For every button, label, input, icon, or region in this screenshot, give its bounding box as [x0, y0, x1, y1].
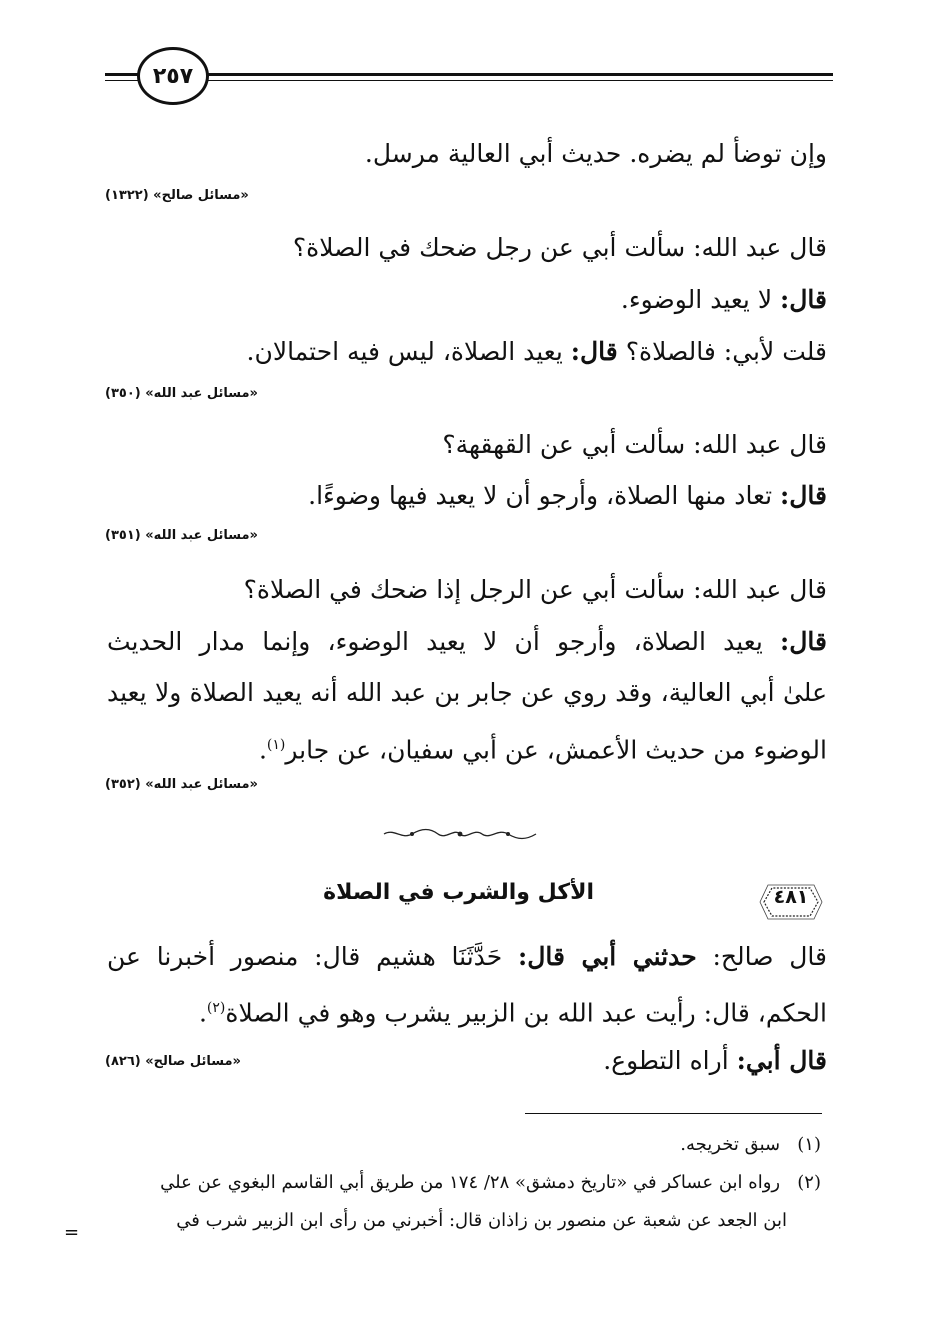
text-span: .: [198, 998, 207, 1028]
header-rule-top: [105, 73, 833, 76]
text-line: [107, 940, 827, 974]
text-line: قال عبد الله: سألت أبي عن الرجل إذا ضحك في الصلاة؟: [243, 575, 827, 604]
chapter-number: ٤٨١: [773, 886, 809, 908]
text-span: .: [258, 735, 267, 765]
text-span: قلت لأبي: فالصلاة؟: [617, 337, 827, 366]
text-span: الحكم، قال: رأيت عبد الله بن الزبير يشرب وهو في الصلاة: [225, 998, 827, 1028]
text-line: [603, 1044, 827, 1078]
speaker-label: قال أبي:: [736, 1046, 827, 1075]
continuation-mark: =: [64, 1222, 80, 1243]
footnote-rule: [525, 1113, 822, 1114]
text-span: أراه التطوع.: [603, 1046, 737, 1075]
text-span: قال صالح:: [696, 942, 828, 971]
footnote: [160, 1170, 821, 1196]
footnote-ref[interactable]: (١): [266, 737, 286, 753]
text-line: علىٰ أبي العالية، وقد روي عن جابر بن عبد الله أنه يعيد الصلاة ولا يعيد: [107, 678, 827, 707]
source-citation: «مسائل صالح» (١٣٢٢): [105, 188, 249, 203]
text-line: قال عبد الله: سألت أبي عن القهقهة؟: [442, 430, 827, 459]
text-span: يعيد الصلاة، ليس فيه احتمالان.: [246, 337, 571, 366]
footnote-text: ابن الجعد عن شعبة عن منصور بن زاذان قال: أخبرني من رأى ابن الزبير شرب في: [176, 1210, 787, 1231]
text-span: الوضوء من حديث الأعمش، عن أبي سفيان، عن جابر: [285, 735, 827, 765]
text-line: [247, 335, 827, 369]
text-line: قال عبد الله: سألت أبي عن رجل ضحك في الصلاة؟: [292, 233, 827, 262]
footnote-ref[interactable]: (٢): [206, 1000, 226, 1016]
text-line: [107, 625, 827, 659]
source-citation: «مسائل عبد الله» (٣٥١): [105, 528, 258, 543]
footnote-text: سبق تخريجه.: [680, 1134, 781, 1155]
source-citation: «مسائل صالح» (٨٢٦): [105, 1054, 241, 1069]
text-line: [621, 283, 827, 317]
footnote-number: (٢): [797, 1172, 821, 1193]
speaker-label: قال:: [780, 481, 827, 510]
text-span: تعاد منها الصلاة، وأرجو أن لا يعيد فيها وضوءًا.: [308, 481, 781, 510]
text-line: [308, 479, 827, 513]
chapter-title: الأكل والشرب في الصلاة: [323, 880, 594, 905]
speaker-label: قال:: [780, 285, 827, 314]
header-rule-bottom: [105, 80, 833, 81]
speaker-label: قال:: [570, 337, 618, 366]
text-line: وإن توضأ لم يضره. حديث أبي العالية مرسل.: [364, 139, 827, 168]
footnote-text: رواه ابن عساكر في «تاريخ دمشق» ٢٨/ ١٧٤ من طريق أبي القاسم البغوي عن علي: [160, 1172, 781, 1193]
ornament-divider-icon: [380, 826, 540, 842]
text-line: [199, 991, 827, 1030]
speaker-label: قال:: [780, 627, 827, 656]
text-span: لا يعيد الوضوء.: [620, 285, 781, 314]
text-span: حَدَّثَنَا هشيم قال: منصور أخبرنا عن: [107, 942, 519, 971]
text-line: [259, 728, 827, 767]
source-citation: «مسائل عبد الله» (٣٥٢): [105, 777, 258, 792]
text-span: يعيد الصلاة، وأرجو أن لا يعيد الوضوء، وإنما مدار الحديث: [107, 627, 781, 656]
footnote: [680, 1132, 821, 1158]
page-number: ٢٥٧: [137, 47, 209, 105]
footnote-number: (١): [797, 1134, 821, 1155]
source-citation: «مسائل عبد الله» (٣٥٠): [105, 386, 258, 401]
speaker-label: حدثني أبي قال:: [518, 942, 697, 971]
